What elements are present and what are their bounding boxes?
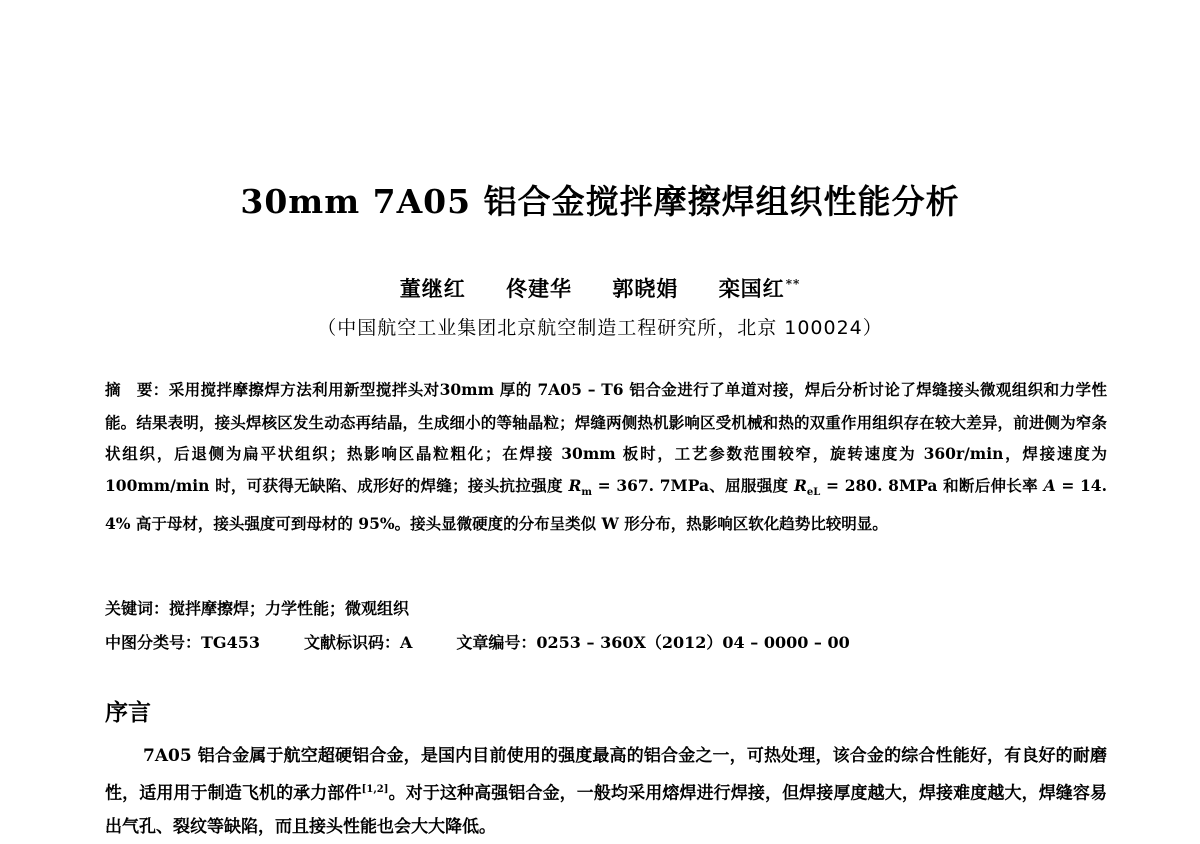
clc-number: 中图分类号：TG453 (105, 633, 260, 652)
author-list (0, 273, 1200, 303)
abstract (105, 374, 1107, 540)
author-name: 栾国红 (718, 276, 785, 301)
author (612, 273, 678, 303)
a-symbol: A (1043, 475, 1056, 495)
classification-line (105, 630, 1107, 653)
author-name: 郭晓娟 (612, 276, 679, 301)
abstract-text: = 280. 8MPa 和断后伸长率 (820, 475, 1044, 495)
author (400, 273, 466, 303)
rel-subscript: eL (806, 486, 821, 498)
paper-title: 30mm 7A05 铝合金搅拌摩擦焊组织性能分析 (240, 182, 960, 221)
body-text: 7A05 铝合金属于航空超硬铝合金，是国内目前使用的强度最高的铝合金之一，可热处理，该合金的综合性能好，有良好的耐磨性，适用用于制造飞机的承力部件 (105, 746, 1107, 804)
author (719, 273, 801, 303)
rel-symbol: R (794, 475, 807, 495)
author-name: 董继红 (399, 276, 466, 301)
document-code: 文献标识码：A (303, 633, 413, 652)
rm-symbol: R (568, 475, 582, 495)
abstract-label: 摘 要： (105, 381, 169, 399)
section-heading: 序言 (105, 700, 151, 726)
corresponding-author-mark: ** (785, 277, 801, 291)
rm-subscript: m (581, 486, 592, 498)
abstract-text: = 14. 4% 高于母材，接头强度可到母材的 95%。接头显微硬度的分布呈类似 W 形分布，热影响区软化趋势比较明显。 (105, 475, 1107, 534)
abstract-text: 采用搅拌摩擦焊方法利用新型搅拌头对30mm 厚的 7A05 – T6 铝合金进行了单道对接，焊后分析讨论了焊缝接头微观组织和力学性能。结果表明，接头焊核区发生动态再结晶，生成细小的等轴晶粒；焊缝两侧热机影响区受机械和热的双重作用组织存在较大差异，前进侧为窄条状组织，后退侧为扁平状组织；热影响区晶粒粗化；在焊接 30mm 板时，工艺参数范围较窄，旋转速度为 360r/min，焊接速度为 100mm/min 时，可获得无缺陷、成形好的焊缝；接头抗拉强度 (105, 380, 1107, 495)
article-number: 文章编号：0253 – 360X（2012）04 – 0000 – 00 (456, 633, 850, 652)
body-paragraph (105, 740, 1107, 844)
affiliation: （中国航空工业集团北京航空制造工程研究所，北京 100024） (317, 317, 883, 339)
keywords: 关键词：搅拌摩擦焊；力学性能；微观组织 (105, 599, 410, 618)
author-name: 佟建华 (506, 276, 573, 301)
abstract-text: = 367. 7MPa、屈服强度 (591, 475, 795, 495)
author (506, 273, 572, 303)
body-text: 。对于这种高强铝合金，一般均采用熔焊进行焊接，但焊接厚度越大，焊接难度越大，焊缝容易出气孔、裂纹等缺陷，而且接头性能也会大大降低。 (105, 783, 1108, 837)
citation: [1,2] (361, 784, 389, 795)
